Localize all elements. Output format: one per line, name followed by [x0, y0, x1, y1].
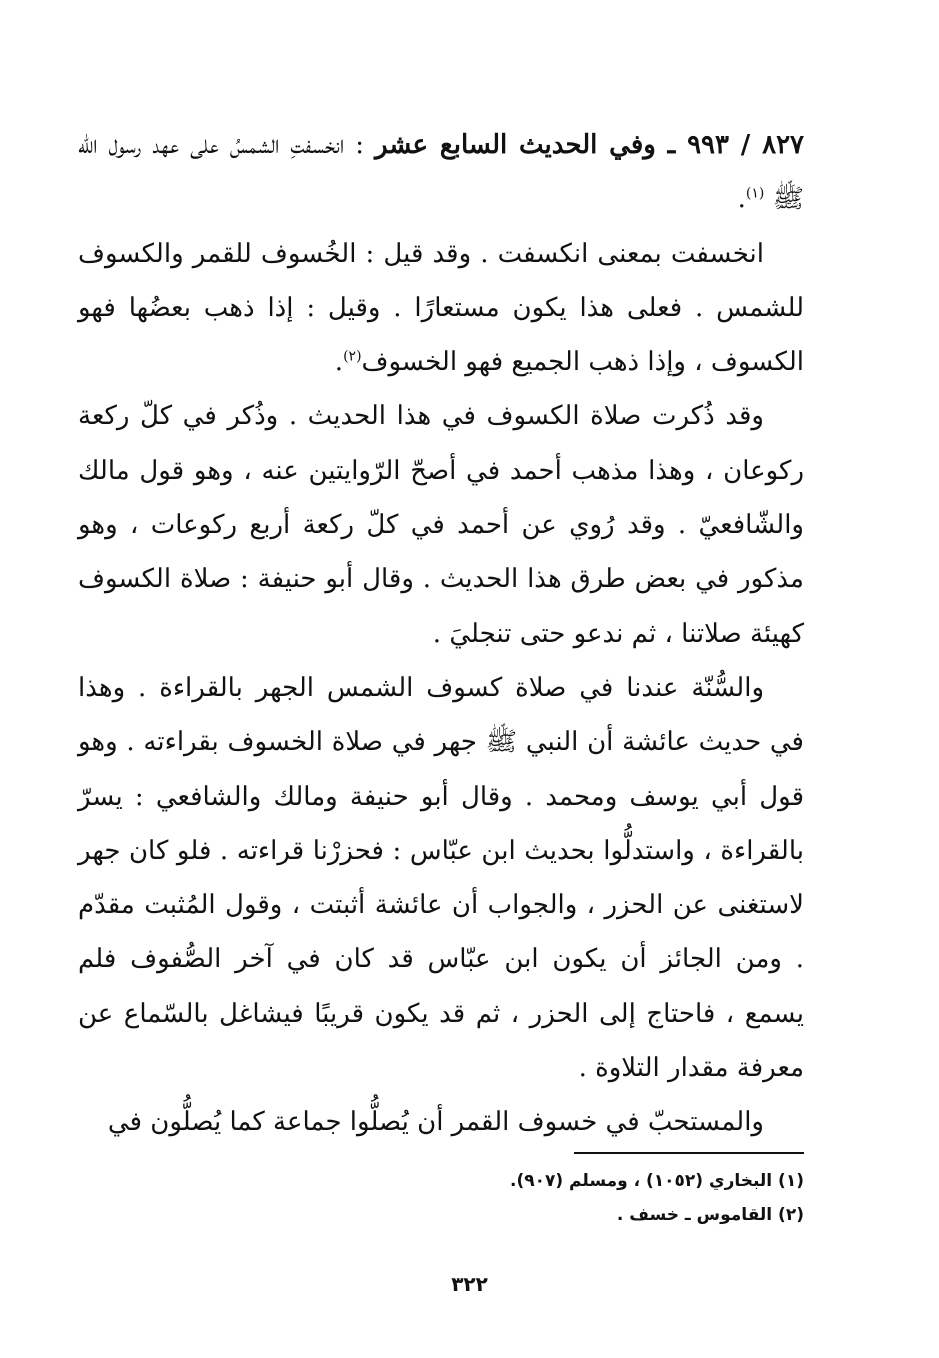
hadith-reference: ٨٢٧ / ٩٩٣ ـ وفي الحديث السابع عشر — [375, 130, 805, 160]
footnote-1: (١) البخاري (١٠٥٢) ، ومسلم (٩٠٧). — [509, 1171, 804, 1191]
paragraph-text: والسُّنّة عندنا في صلاة كسوف الشمس الجهر بالقراءة . وهذا في حديث عائشة أن النبي ﷺ جهر في صلاة الخسوف بقراءته . وهو قول أبي يوسف ومحمد . وقال أبو حنيفة ومالك والشافعي : يسرّ بالقراءة ، واستدلُّوا بحديث ابن عبّاس : فحزرْنا قراءته . فلو كان جهر لاستغنى عن الحزر ، والجواب أن عائشة أثبتت ، وقول المُثبت مقدّم . ومن الجائز أن يكون ابن عبّاس قد كان في آخر الصُّفوف فلم يسمع ، فاحتاج إلى الحزر ، ثم قد يكون قريبًا فيشاغل بالسّماع عن معرفة مقدار التلاوة . — [78, 672, 804, 1084]
footnotes — [204, 1164, 804, 1232]
paragraph-2 — [78, 389, 804, 660]
footnote-2: (٢) القاموس ـ خسف . — [616, 1205, 804, 1225]
footnote-divider — [574, 1152, 804, 1154]
hadith-end: . — [737, 184, 746, 215]
main-text — [78, 118, 804, 1150]
paragraph-4 — [78, 1095, 804, 1149]
paragraph-text: انخسفت بمعنى انكسفت . وقد قيل : الخُسوف للقمر والكسوف للشمس . فعلى هذا يكون مستعارًا . وقيل : إذا ذهب بعضُها فهو الكسوف ، وإذا ذهب الجميع فهو الخسوف — [78, 238, 804, 378]
paragraph-text: والمستحبّ في خسوف القمر أن يُصلُّوا جماعة كما يُصلُّون في — [107, 1107, 764, 1138]
page-number: ٣٢٢ — [451, 1272, 488, 1296]
paragraph-end: . — [334, 347, 344, 378]
paragraph-text: وقد ذُكرت صلاة الكسوف في هذا الحديث . وذُكر في كلّ ركعة ركوعان ، وهذا مذهب أحمد في أصحّ الرّوايتين عنه ، وهو قول مالك والشّافعيّ . وقد رُوي عن أحمد في كلّ ركعة أربع ركوعات ، وهو مذكور في بعض طرق هذا الحديث . وقال أبو حنيفة : صلاة الكسوف كهيئة صلاتنا ، ثم ندعو حتى تنجليَ . — [78, 401, 804, 649]
paragraph-1 — [78, 227, 804, 390]
footnote-marker-2: (٢) — [343, 348, 362, 365]
paragraph-3 — [78, 661, 804, 1095]
hadith-heading-paragraph — [78, 118, 804, 227]
hadith-text: : انخسفتِ الشمسُ على عهد رسول الله ﷺ — [78, 130, 804, 215]
footnote-marker-1: (١) — [745, 185, 765, 202]
